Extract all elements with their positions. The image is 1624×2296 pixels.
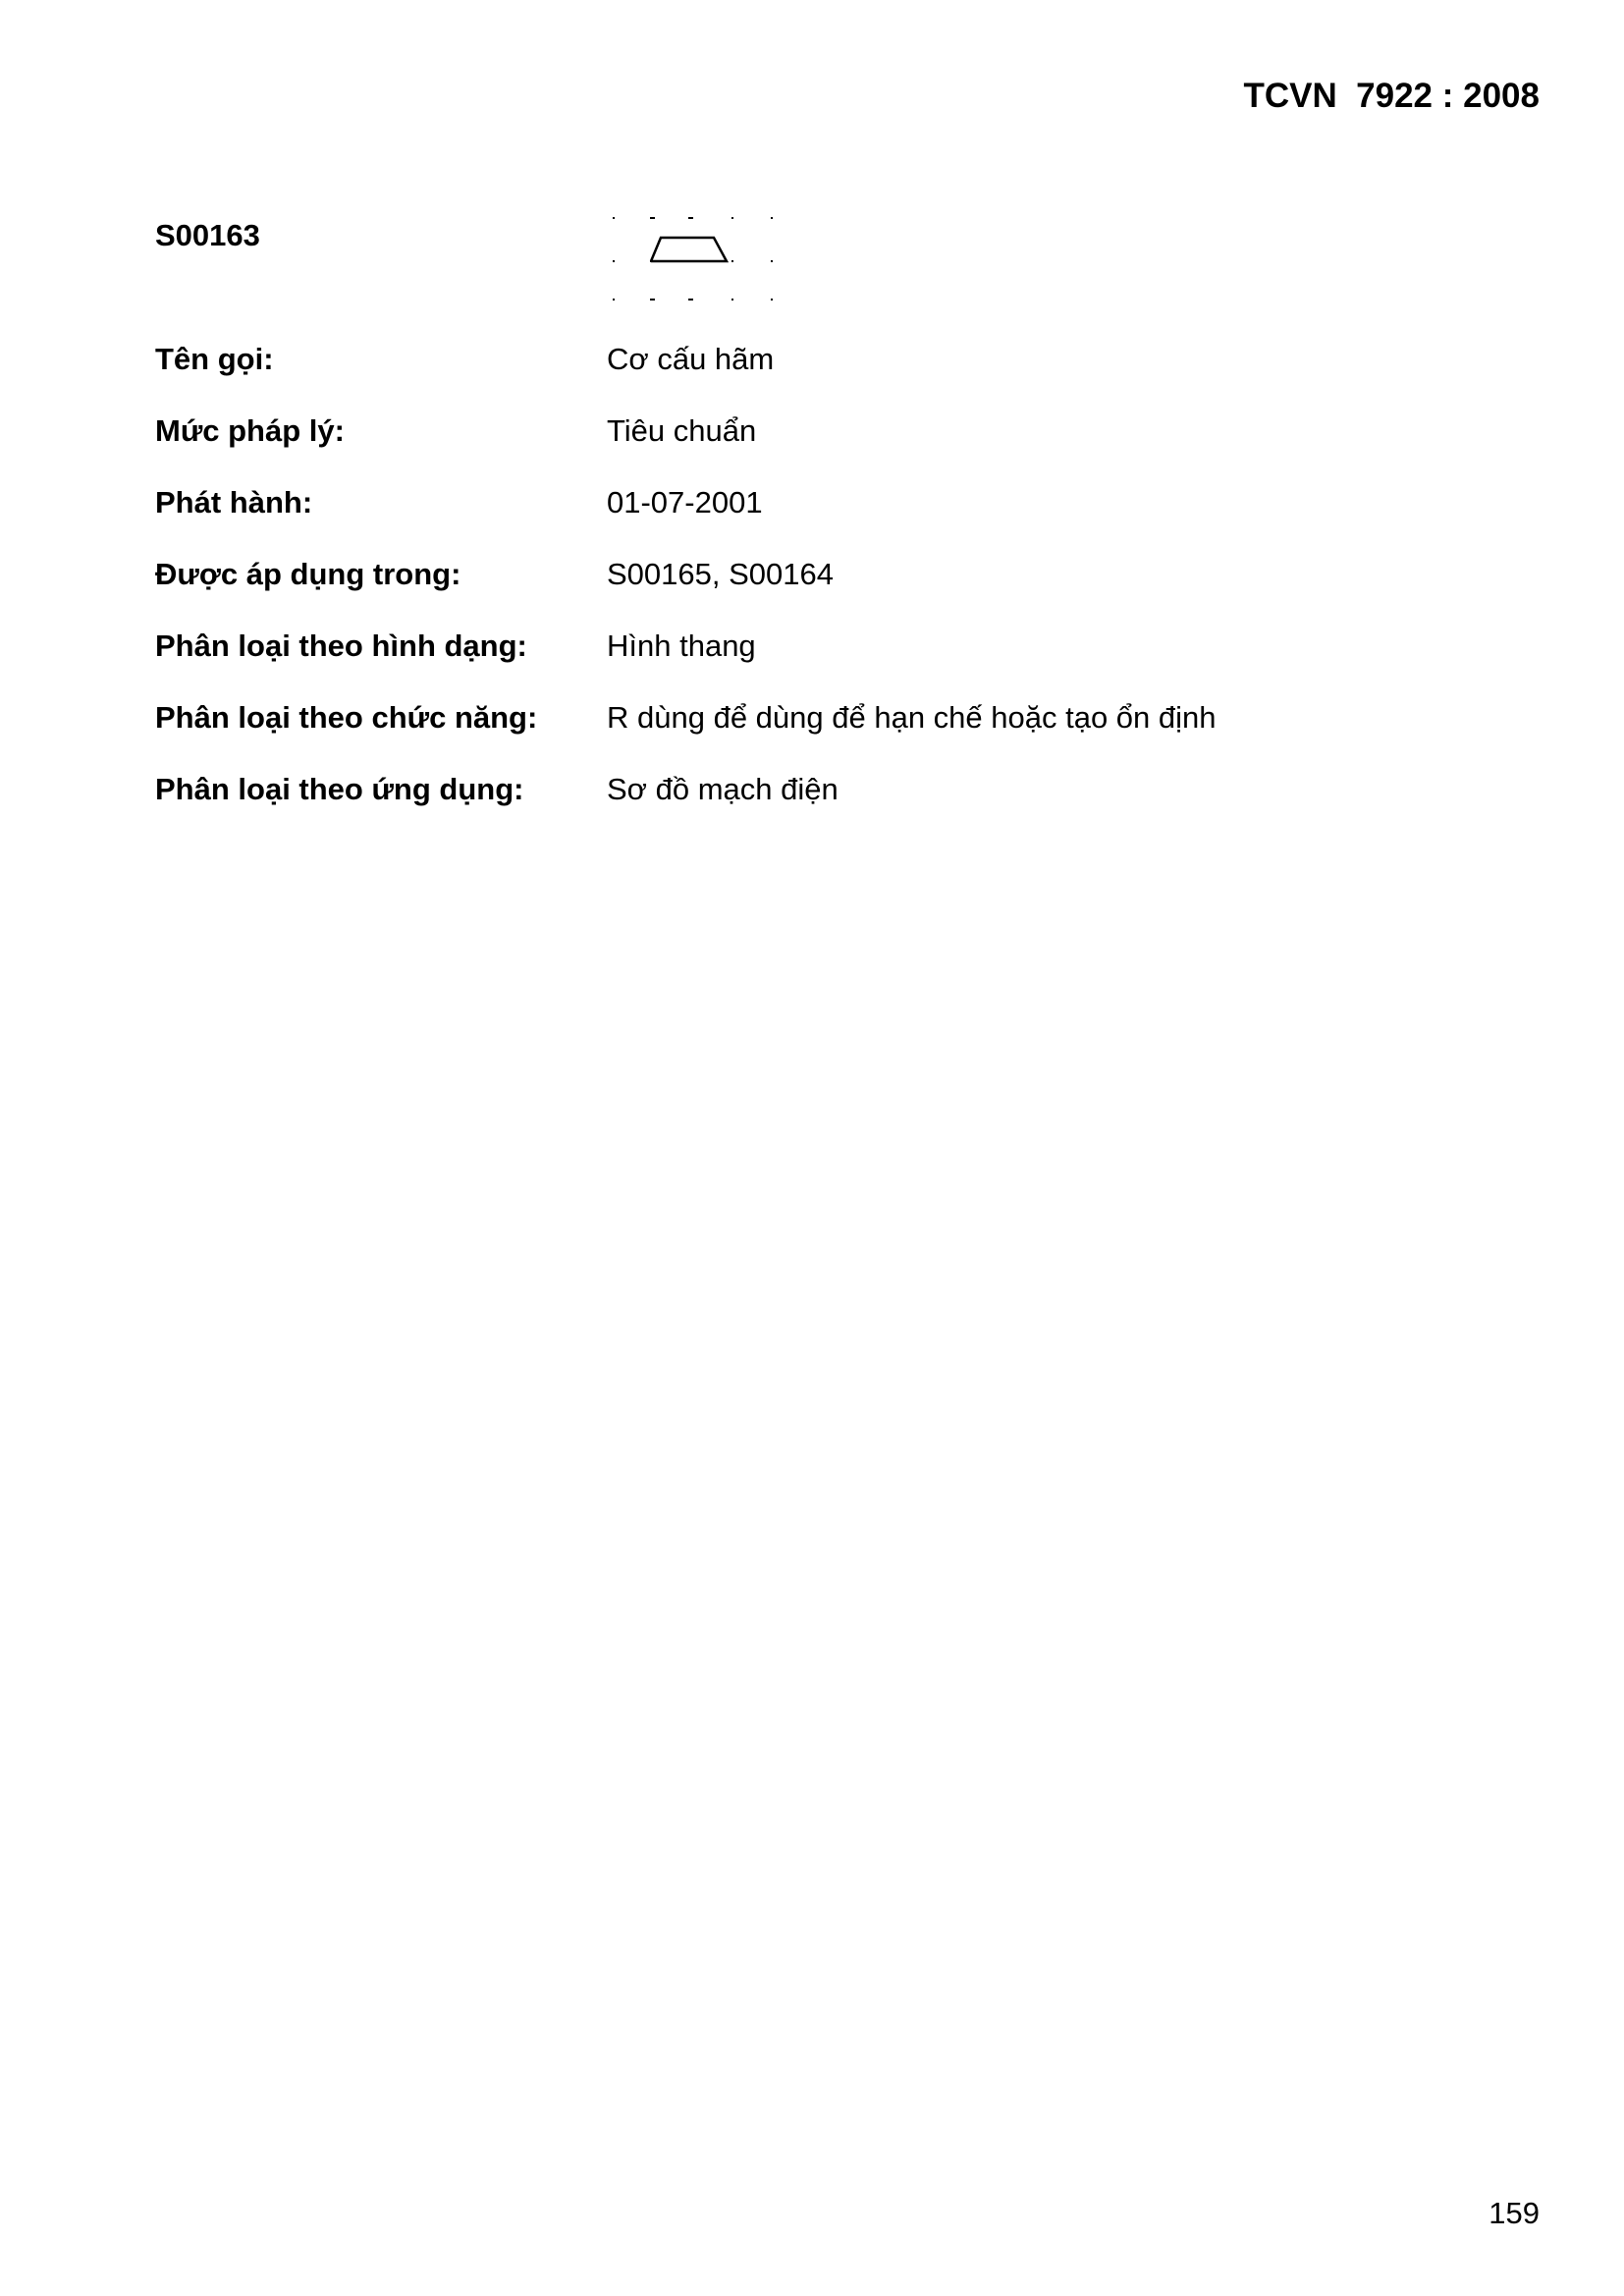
symbol-code: S00163 [155,218,260,252]
property-row-muc-phap-ly [155,413,1432,485]
property-value: Cơ cấu hãm [607,342,775,376]
page-number: 159 [1489,2196,1540,2230]
property-row-duoc-ap-dung [155,557,1432,629]
property-row-ten-goi [155,342,1432,413]
property-label: Phát hành: [155,485,313,519]
property-label: Mức pháp lý: [155,413,345,448]
trapezoid-symbol-icon [604,208,781,306]
property-value: Hình thang [607,629,756,663]
property-list [155,342,1432,844]
property-value: Tiêu chuẩn [607,413,757,448]
property-value: R dùng để dùng để hạn chế hoặc tạo ổn định [607,700,1217,735]
property-value: Sơ đồ mạch điện [607,772,839,806]
property-row-hinh-dang [155,629,1432,700]
property-row-phat-hanh [155,485,1432,557]
property-label: Phân loại theo hình dạng: [155,629,527,663]
property-row-ung-dung [155,772,1432,844]
property-label: Tên gọi: [155,342,274,376]
property-row-chuc-nang [155,700,1432,772]
property-label: Được áp dụng trong: [155,557,461,591]
property-label: Phân loại theo chức năng: [155,700,538,735]
property-label: Phân loại theo ứng dụng: [155,772,524,806]
page-header: TCVN 7922 : 2008 [1243,77,1540,115]
property-value: 01-07-2001 [607,485,763,519]
property-value: S00165, S00164 [607,557,834,591]
